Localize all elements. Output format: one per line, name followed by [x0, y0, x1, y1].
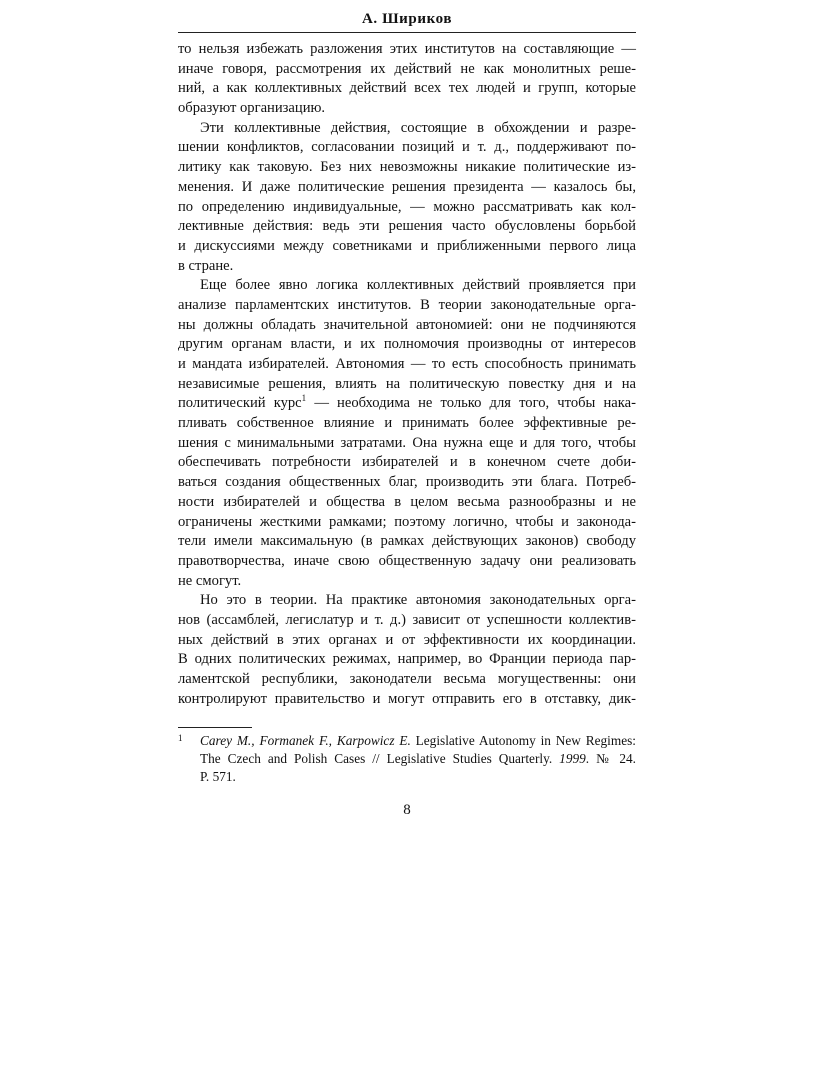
body-text	[178, 40, 636, 709]
text-line: анализе парламентских институтов. В теории законодательные орга-	[178, 296, 636, 313]
text-line: контролируют правительство и могут отправить его в отставку, дик-	[178, 690, 636, 707]
text-line: Еще более явно логика коллективных действий проявляется при	[200, 277, 636, 294]
text-line: ламентской республики, законодатели весьма могущественны: они	[178, 671, 636, 687]
text-line: ности избирателей и общества в целом весьма разнообразны и не	[178, 493, 636, 510]
text-line: нов (ассамблей, легислатур и т. д.) зависит от успешности коллектив-	[178, 611, 636, 628]
header-rule	[178, 32, 636, 33]
text-line: шения с минимальными затратами. Она нужна еще и для того, чтобы	[178, 434, 636, 451]
text-line: В одних политических режимах, например, во Франции периода пар-	[178, 651, 636, 668]
paragraph	[178, 276, 636, 591]
text-line: по определению индивидуальные, — можно рассматривать как кол-	[178, 198, 636, 215]
page-number: 8	[403, 802, 411, 819]
text-line: образуют организацию.	[178, 100, 326, 117]
text-line: иначе говоря, рассмотрения их действий не как монолитных реше-	[178, 60, 636, 77]
text-line: ных действий в этих органах и от эффективности их координации.	[178, 631, 636, 648]
text-line: независимые решения, влиять на политическую повестку дня и на	[178, 375, 636, 392]
text-line: Но это в теории. На практике автономия законодательных орга-	[200, 592, 636, 609]
text-line: ограничены жесткими рамками; поэтому логично, чтобы и законода-	[178, 513, 636, 530]
text-line: в стране.	[178, 257, 234, 274]
text-line: то нельзя избежать разложения этих институтов на составляющие —	[178, 41, 636, 57]
text-line: другим органам власти, и их полномочия производны от интересов	[178, 336, 636, 353]
text-line: и дискуссиями между советниками и приближенными первого лица	[178, 237, 636, 254]
text-line: тели имели максимальную (в рамках действующих законов) свободу	[178, 533, 636, 550]
text-line: ний, а как коллективных действий всех тех людей и групп, которые	[178, 80, 636, 97]
footnote-line-2	[200, 750, 636, 768]
footnote-authors: Carey M., Formanek F., Karpowicz E.	[200, 733, 411, 749]
running-head: А. Шириков	[361, 11, 453, 27]
text-line-part: — необходима не только для того, чтобы нака-	[306, 395, 636, 412]
text-line: не смогут.	[178, 572, 242, 589]
footnote-line-3: P. 571.	[200, 769, 236, 785]
text-line: Эти коллективные действия, состоящие в обхождении и разре-	[200, 119, 636, 136]
text-line: ны должны обладать значительной автономией: они не подчиняются	[178, 316, 636, 333]
text-line: менения. И даже политические решения президента — казалось бы,	[178, 178, 636, 195]
footnote-line-2-text: The Czech and Polish Cases // Legislative Studies Quarterly.	[200, 751, 560, 767]
text-line: пливать собственное влияние и принимать более эффективные ре-	[178, 415, 636, 432]
footnote-number: 1	[178, 733, 183, 744]
book-page	[178, 8, 636, 819]
footnote-line-1-text: Legislative Autonomy in New Regimes:	[410, 733, 636, 749]
paragraph	[178, 591, 636, 709]
text-line: и мандата избирателей. Автономия — то есть способность принимать	[178, 356, 636, 372]
text-line: правотворчества, иначе свою общественную задачу они реализовать	[178, 552, 636, 569]
text-line-part: политический курс	[178, 395, 302, 412]
text-line: литику как таковую. Без них невозможны никакие политические из-	[178, 159, 636, 176]
footnote-line-1	[200, 732, 636, 750]
footnote-year: 1999	[559, 751, 586, 767]
paragraph	[178, 40, 636, 119]
text-line: обеспечивать потребности избирателей и в конечном счете доби-	[178, 454, 636, 471]
text-line	[178, 394, 636, 414]
footnote-line-2-rest: . № 24.	[585, 751, 636, 767]
footnote-rule	[178, 727, 252, 728]
text-line: ваться создания общественных благ, производить эти блага. Потреб-	[178, 474, 636, 491]
footnote	[178, 732, 636, 786]
footnote-reference[interactable]: 1	[301, 393, 307, 404]
paragraph	[178, 119, 636, 277]
text-line: шении конфликтов, согласовании позиций и т. д., поддерживают по-	[178, 139, 636, 156]
text-line: лективные действия: ведь эти решения часто обусловлены борьбой	[178, 218, 636, 235]
